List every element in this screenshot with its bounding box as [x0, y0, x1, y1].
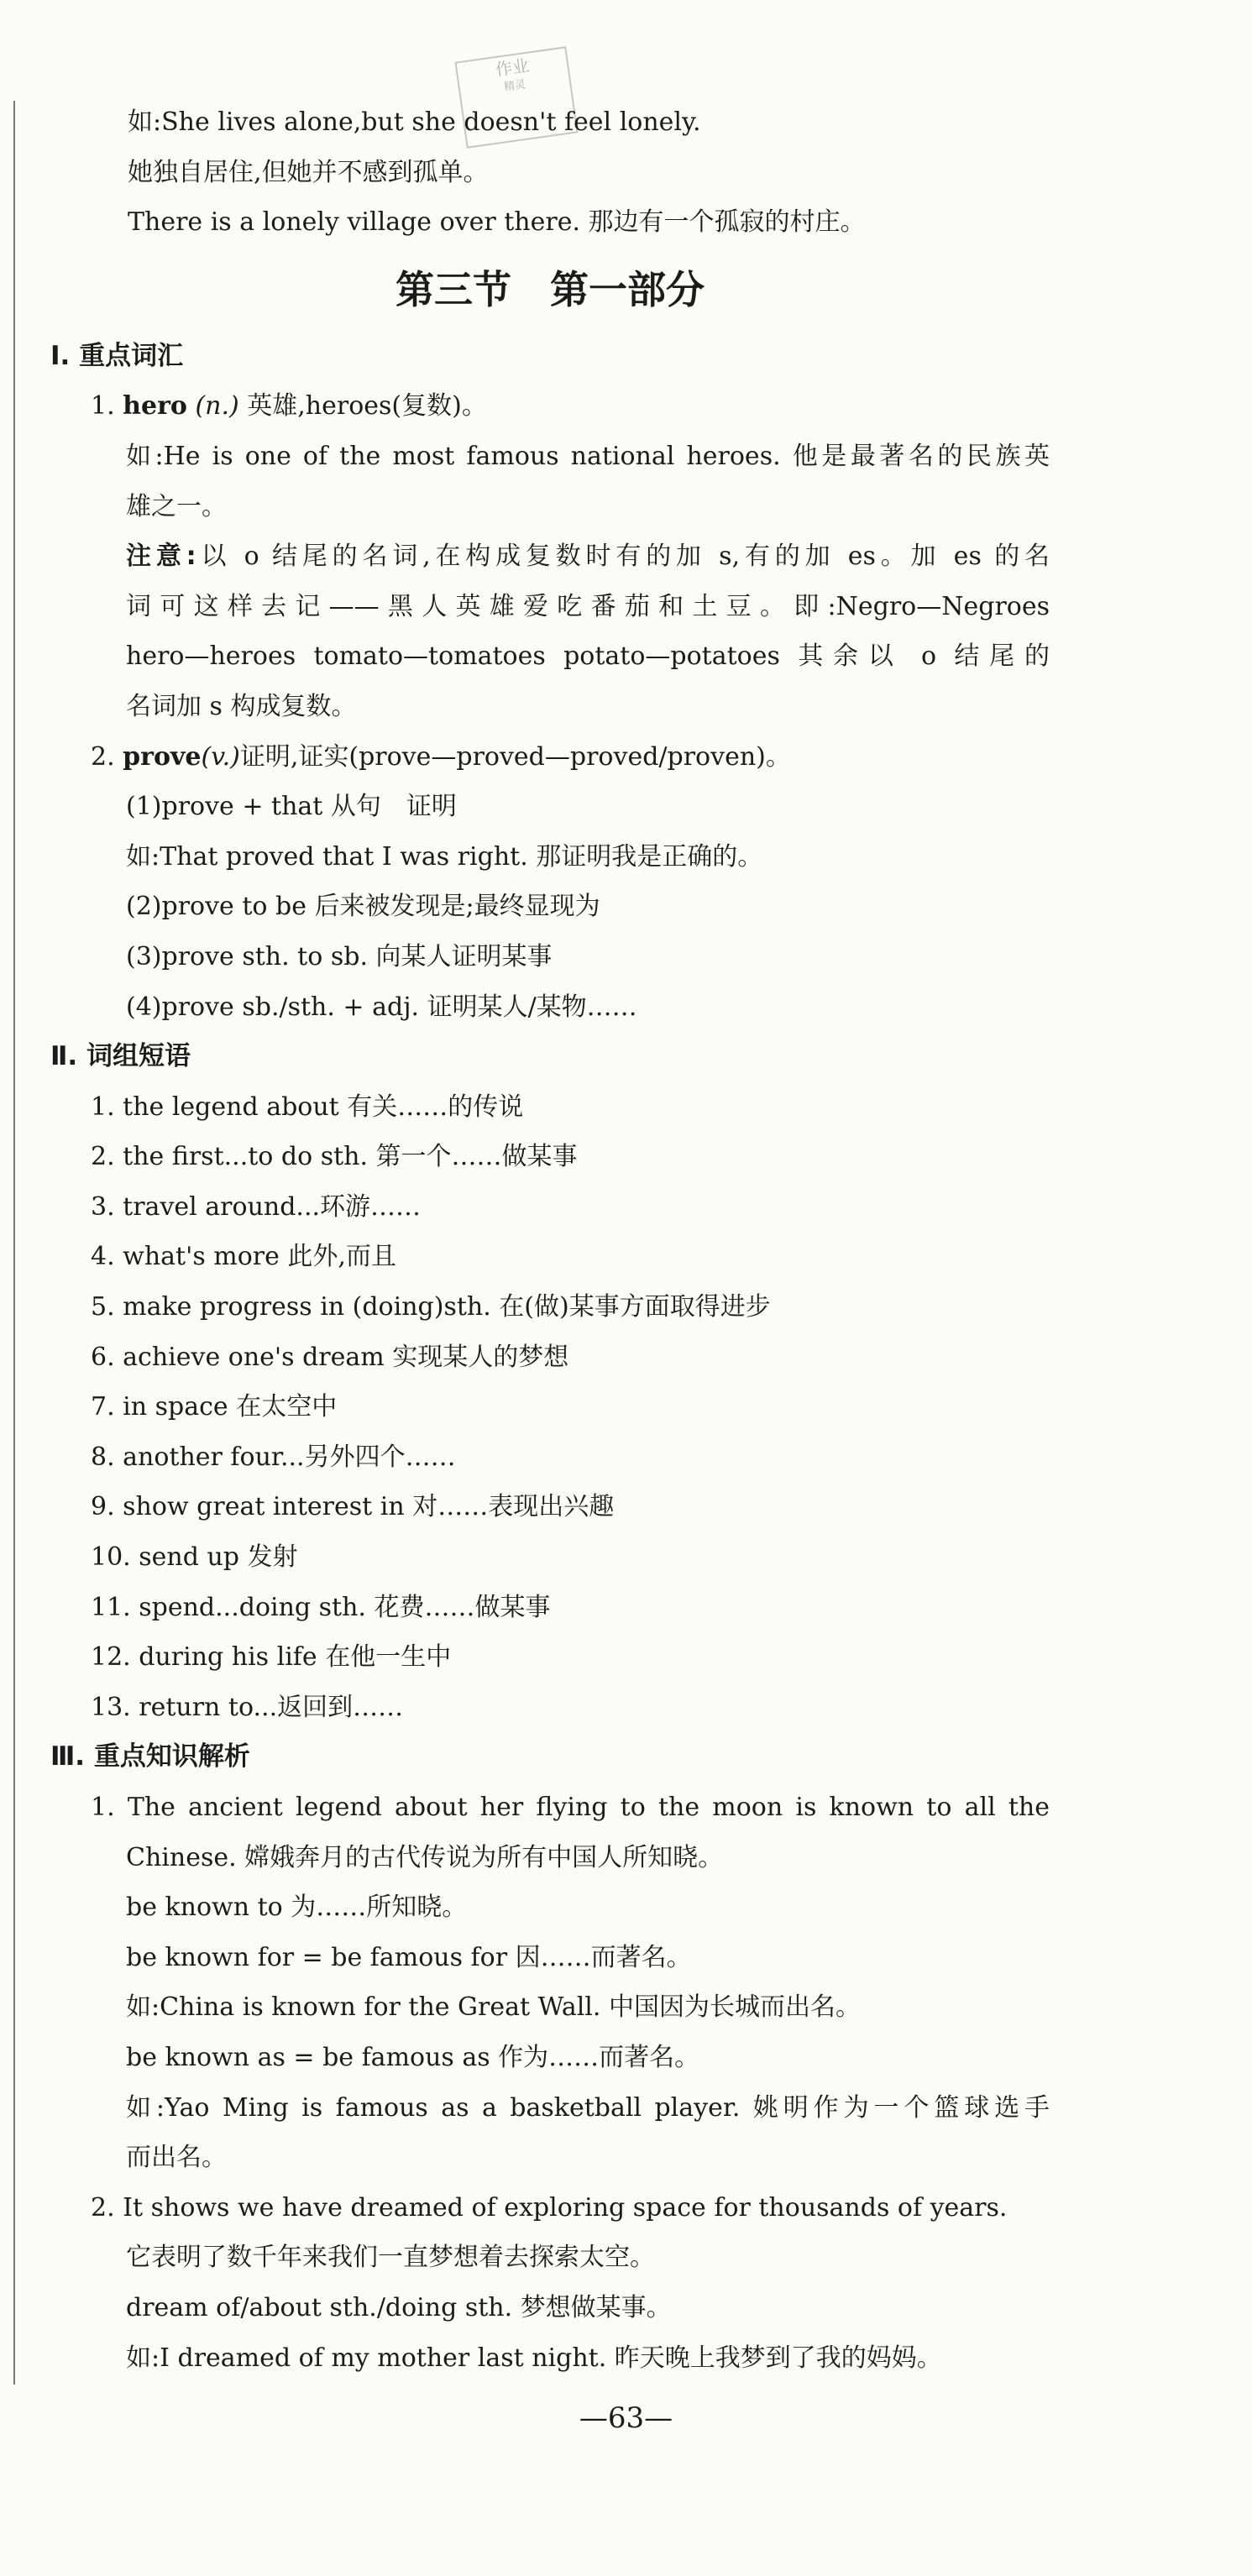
- analysis-1-line-8: 而出名。: [126, 2143, 227, 2173]
- phrase-item: 1. the legend about 有关……的传说: [91, 1092, 524, 1122]
- section3-heading: Ⅲ. 重点知识解析: [50, 1741, 250, 1772]
- analysis-2-line-1: 2. It shows we have dreamed of exploring space for thousands of years.: [91, 2192, 1008, 2223]
- analysis-2-line-4: 如:I dreamed of my mother last night. 昨天晚上我梦到了我的妈妈。: [126, 2343, 942, 2373]
- analysis-1-line-7: 如:Yao Ming is famous as a basketball player. 姚明作为一个篮球选手: [126, 2092, 1050, 2123]
- page-content: [50, 97, 1050, 2383]
- phrase-item: 6. achieve one's dream 实现某人的梦想: [91, 1342, 569, 1372]
- analysis-1-line-3: be known to 为……所知晓。: [126, 1893, 468, 1923]
- item-number: 1.: [91, 391, 115, 421]
- vocab-word: hero: [123, 391, 187, 421]
- stamp-text-1: 作业: [494, 55, 531, 81]
- intro-line-3: There is a lonely village over there. 那边有一个孤寂的村庄。: [128, 207, 866, 238]
- vocab-item-prove: [50, 732, 1050, 783]
- note-text: 以 o 结尾的名词,在构成复数时有的加 s,有的加 es。加 es 的名: [196, 542, 1050, 572]
- prove-sub-5: (4)prove sb./sth. + adj. 证明某人/某物……: [126, 992, 637, 1022]
- vocab-item-hero: [50, 381, 1050, 432]
- analysis-1-line-2: Chinese. 嫦娥奔月的古代传说为所有中国人所知晓。: [126, 1842, 724, 1872]
- analysis-1-line-5: 如:China is known for the Great Wall. 中国因为长城而出名。: [126, 1992, 861, 2023]
- analysis-2-line-3: dream of/about sth./doing sth. 梦想做某事。: [126, 2292, 672, 2322]
- hero-example-1: 如:He is one of the most famous national heroes. 他是最著名的民族英: [126, 441, 1050, 471]
- part-of-speech: (v.): [201, 741, 240, 772]
- vocab-meaning: 英雄,heroes(复数)。: [247, 391, 487, 421]
- phrase-item: 3. travel around...环游……: [91, 1191, 422, 1222]
- prove-sub-2: 如:That proved that I was right. 那证明我是正确的。: [126, 841, 763, 872]
- section1-heading: Ⅰ. 重点词汇: [50, 340, 184, 371]
- hero-note-4: 名词加 s 构成复数。: [126, 691, 357, 721]
- margin-line: [13, 101, 15, 2385]
- section-title: 第三节 第一部分: [396, 266, 705, 312]
- analysis-1-line-4: be known for = be famous for 因……而著名。: [126, 1942, 692, 1972]
- intro-line-2: 她独自居住,但她并不感到孤单。: [128, 157, 489, 187]
- prove-sub-4: (3)prove sth. to sb. 向某人证明某事: [126, 941, 553, 971]
- note-label: 注意:: [126, 542, 196, 572]
- analysis-1-line-1: 1. The ancient legend about her flying to the moon is known to all the: [91, 1793, 1050, 1822]
- phrase-item: 8. another four...另外四个……: [91, 1442, 456, 1472]
- hero-note-1: [50, 531, 1050, 582]
- section2-heading: Ⅱ. 词组短语: [50, 1041, 191, 1072]
- page-number: —63—: [579, 2401, 673, 2435]
- prove-sub-3: (2)prove to be 后来被发现是;最终显现为: [126, 892, 600, 922]
- analysis-2-line-2: 它表明了数千年来我们一直梦想着去探索太空。: [126, 2243, 655, 2273]
- phrase-item: 13. return to...返回到……: [91, 1692, 404, 1722]
- intro-line-1: 如:She lives alone,but she doesn't feel lonely.: [128, 107, 701, 137]
- phrase-item: 4. what's more 此外,而且: [91, 1242, 396, 1272]
- phrase-item: 12. during his life 在他一生中: [91, 1642, 452, 1673]
- part-of-speech: (n.): [195, 391, 239, 421]
- phrase-item: 5. make progress in (doing)sth. 在(做)某事方面取得进步: [91, 1292, 771, 1322]
- vocab-meaning: 证明,证实(prove—proved—proved/proven)。: [239, 741, 791, 772]
- prove-sub-1: (1)prove + that 从句 证明: [126, 792, 457, 822]
- hero-example-2: 雄之一。: [126, 491, 227, 521]
- phrase-item: 2. the first...to do sth. 第一个……做某事: [91, 1142, 578, 1172]
- vocab-word: prove: [123, 741, 202, 772]
- item-number: 2.: [91, 741, 115, 772]
- analysis-1-line-6: be known as = be famous as 作为……而著名。: [126, 2042, 700, 2072]
- hero-note-3: hero—heroes tomato—tomatoes potato—potatoes 其余以 o 结尾的: [126, 641, 1050, 672]
- phrase-item: 11. spend...doing sth. 花费……做某事: [91, 1592, 551, 1622]
- phrase-item: 9. show great interest in 对……表现出兴趣: [91, 1492, 615, 1522]
- phrase-item: 10. send up 发射: [91, 1542, 298, 1573]
- hero-note-2: 词可这样去记——黑人英雄爱吃番茄和土豆。即:Negro—Negroes: [126, 591, 1050, 621]
- stamp-text-2: 精灵: [503, 78, 527, 94]
- phrase-item: 7. in space 在太空中: [91, 1392, 338, 1422]
